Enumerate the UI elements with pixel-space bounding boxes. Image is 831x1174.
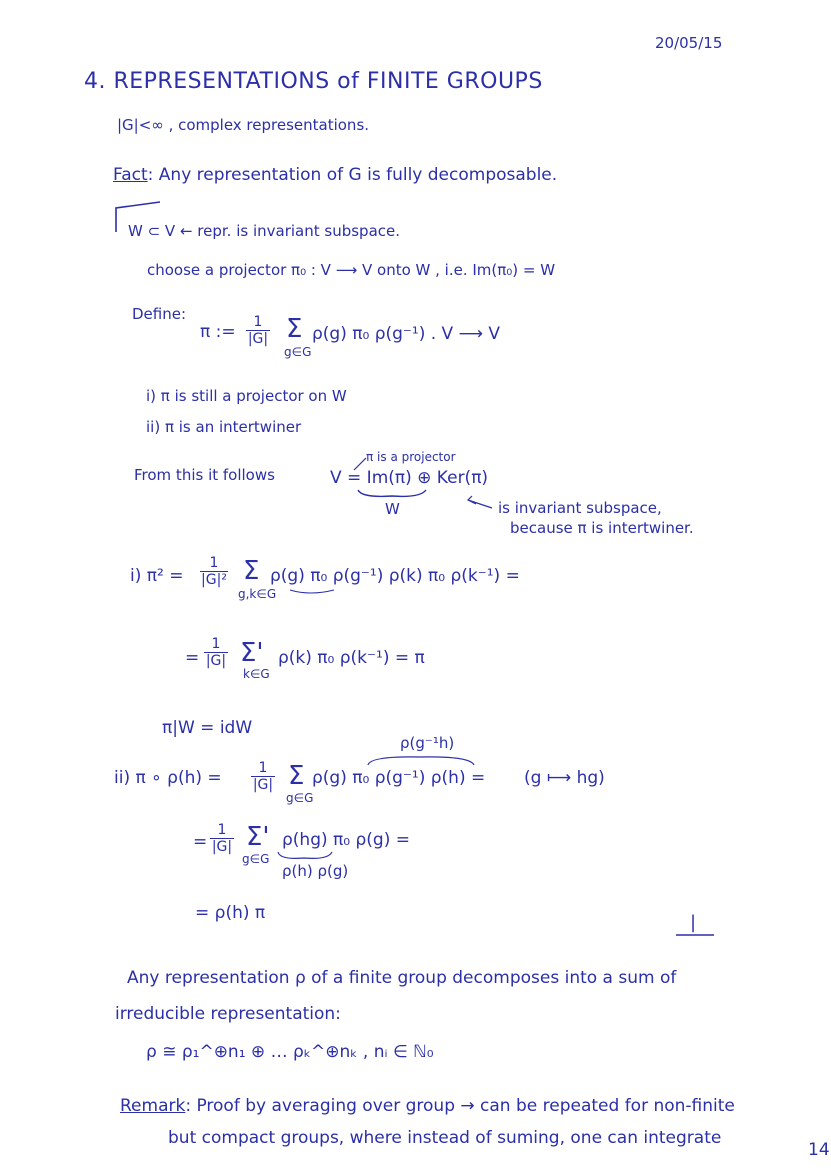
sum-prime-symbol: Σ' [240,638,264,668]
qed-mark: | [690,912,697,933]
sum-index: k∈G [243,667,270,681]
remark-label: Remark [120,1096,186,1116]
restriction-identity: π|W = idW [162,718,253,738]
fraction-numerator: 1 [209,555,219,571]
decomposition-irreducibles: ρ ≅ ρ₁^⊕n₁ ⊕ … ρₖ^⊕nₖ , nᵢ ∈ ℕ₀ [146,1042,434,1062]
decomposition-formula: V = Im(π) ⊕ Ker(π) [330,468,489,488]
sum-symbol: Σ [286,314,303,344]
sum-index: g∈G [286,791,314,805]
intro-line: |G|<∞ , complex representations. [117,116,370,134]
date: 20/05/15 [655,34,723,52]
sum-symbol: Σ [288,761,305,791]
proof-i-line1-rhs: ρ(g) π₀ ρ(g⁻¹) ρ(k) π₀ ρ(k⁻¹) = [270,566,520,586]
sum-index: g,k∈G [238,587,277,601]
conclusion-line2: irreducible representation: [115,1004,341,1024]
remark-continuation: but compact groups, where instead of suming, one can integrate [168,1128,722,1148]
proof-ii-line2-rhs: ρ(hg) π₀ ρ(g) = [282,830,410,850]
note-because: because π is intertwiner. [510,519,694,537]
fraction-denominator: |G| [247,331,269,348]
fact-text: : Any representation of G is fully decomposable. [147,165,558,185]
define-label: Define: [132,305,187,323]
note-projector: π is a projector [366,450,456,464]
follows-text: From this it follows [134,466,275,484]
proof-ii-result: = ρ(h) π [195,903,266,923]
overbrace-label: ρ(g⁻¹h) [400,734,455,752]
note-w: W [385,500,400,518]
fraction-numerator: 1 [253,314,263,330]
proof-i-label: i) π² = [130,566,184,586]
underbrace-label: ρ(h) ρ(g) [282,862,349,880]
pi-definition-lhs: π := [200,322,236,342]
note-invariant: is invariant subspace, [498,499,662,517]
fact-label: Fact [113,165,148,185]
pi-definition-rhs: ρ(g) π₀ ρ(g⁻¹) . V ⟶ V [312,324,500,344]
fraction-denominator: |G| [211,839,233,856]
choose-projector-line: choose a projector π₀ : V ⟶ V onto W , i.e. Im(π₀) = W [147,261,556,279]
sum-prime-symbol: Σ' [246,822,270,852]
conclusion-line1: Any representation ρ of a finite group decomposes into a sum of [127,968,677,988]
proof-ii-label: ii) π ∘ ρ(h) = [114,768,222,788]
fraction-numerator: 1 [217,822,227,838]
item-i-projector: i) π is still a projector on W [146,387,347,405]
equals-sign: = [193,832,208,852]
proof-i-line2-rhs: ρ(k) π₀ ρ(k⁻¹) = π [278,648,425,668]
equals-sign: = [185,648,200,668]
item-ii-intertwiner: ii) π is an intertwiner [146,418,302,436]
fraction-denominator: |G|² [201,572,227,589]
fraction-denominator: |G| [252,777,274,794]
sum-index: g∈G [284,345,312,359]
proof-ii-rhs: ρ(g) π₀ ρ(g⁻¹) ρ(h) = [312,768,486,788]
page-number: 14 [808,1140,830,1160]
fraction-numerator: 1 [258,760,268,776]
double-sum-symbol: Σ [243,556,260,586]
remark [120,1096,735,1116]
fraction-denominator: |G| [205,653,227,670]
page-heading: 4. REPRESENTATIONS of FINITE GROUPS [84,69,543,94]
sum-index: g∈G [242,852,270,866]
proof-line-invariant: W ⊂ V ← repr. is invariant subspace. [128,222,401,240]
substitution-note: (g ⟼ hg) [524,768,605,788]
remark-text: : Proof by averaging over group → can be repeated for non-finite [185,1096,735,1116]
fraction-numerator: 1 [211,636,221,652]
